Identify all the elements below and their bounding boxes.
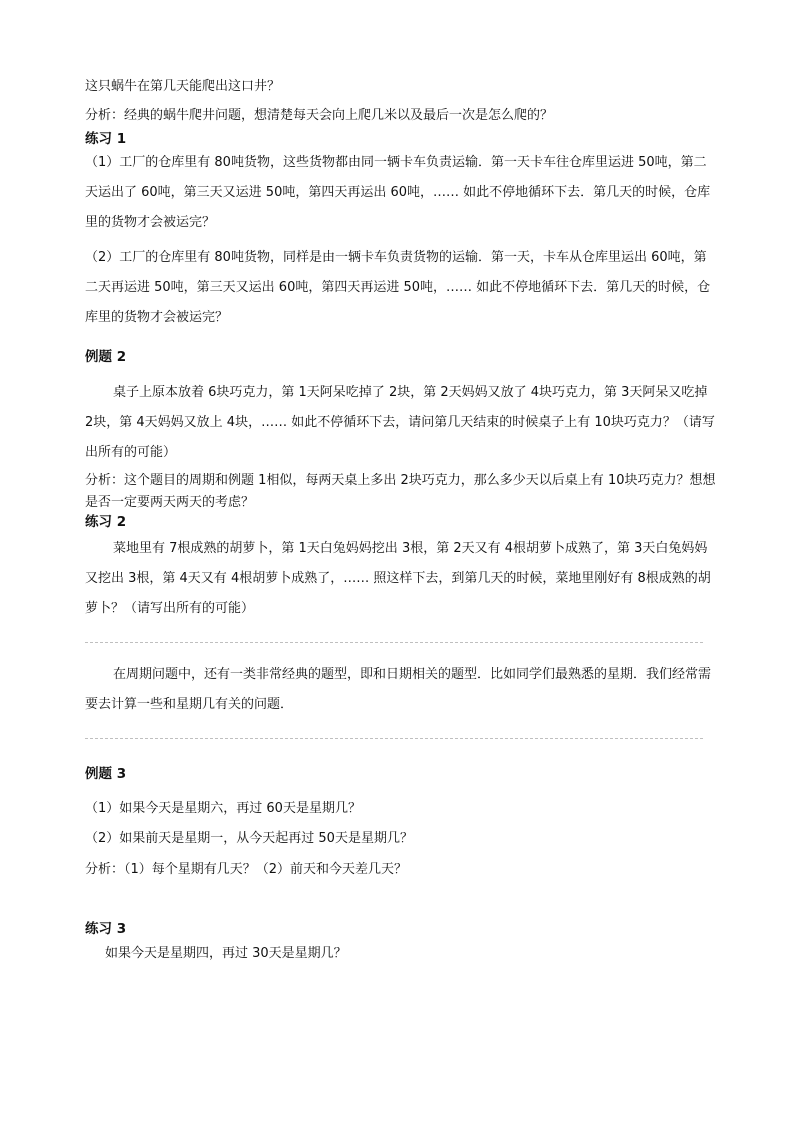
example-2-body: 桌子上原本放着 6块巧克力，第 1天阿呆吃掉了 2块，第 2天妈妈又放了 4块巧克力，第 3天阿呆又吃掉 2块，第 4天妈妈又放上 4块，…… 如此不停循环下去，请问第几天结束的时候桌子上有 10块巧克力？（请写出所有的可能） [85,385,715,460]
divider-top [85,642,703,643]
example-3-question-1: （1）如果今天是星期六，再过 60天是星期几？ [85,801,361,816]
practice-2-body: 菜地里有 7根成熟的胡萝卜，第 1天白兔妈妈挖出 3根，第 2天又有 4根胡萝卜成熟了，第 3天白兔妈妈又挖出 3根，第 4天又有 4根胡萝卜成熟了，…… 照这样下去，到第几天的时候，菜地里刚好有 8根成熟的胡萝卜？（请写出所有的可能） [85,541,711,616]
divider-bottom [85,738,703,739]
periodic-note: 在周期问题中，还有一类非常经典的题型，即和日期相关的题型．比如同学们最熟悉的星期．我们经常需要去计算一些和星期几有关的问题． [85,667,712,712]
practice-2-title: 练习 2 [85,514,127,530]
practice-1-question-1: （1）工厂的仓库里有 80吨货物，这些货物都由同一辆卡车负责运输．第一天卡车往仓库里运进 50吨，第二天运出了 60吨，第三天又运进 50吨，第四天再运出 60吨，…… 如此不停地循环下去．第几天的时候，仓库里的货物才会被运完？ [85,155,711,230]
practice-3-title: 练习 3 [85,921,127,937]
example-3-question-2: （2）如果前天是星期一，从今天起再过 50天是星期几？ [85,831,413,846]
snail-question: 这只蜗牛在第几天能爬出这口井？ [85,79,281,94]
example-2-title: 例题 2 [85,349,127,365]
example-3-title: 例题 3 [85,766,127,782]
practice-3-body: 如果今天是星期四，再过 30天是星期几？ [105,946,347,961]
example-3-analysis: 分析：（1）每个星期有几天？（2）前天和今天差几天？ [85,862,408,877]
snail-analysis: 分析：经典的蜗牛爬井问题，想清楚每天会向上爬几米以及最后一次是怎么爬的？ [85,108,554,123]
practice-1-question-2: （2）工厂的仓库里有 80吨货物，同样是由一辆卡车负责货物的运输．第一天，卡车从仓库里运出 60吨，第二天再运进 50吨，第三天又运出 60吨，第四天再运进 50吨，…… 如此不停地循环下去．第几天的时候，仓库里的货物才会被运完？ [85,250,711,325]
example-2-analysis: 分析：这个题目的周期和例题 1相似，每两天桌上多出 2块巧克力，那么多少天以后桌上有 10块巧克力？想想是否一定要两天两天的考虑？ [85,473,716,510]
practice-1-title: 练习 1 [85,131,127,147]
